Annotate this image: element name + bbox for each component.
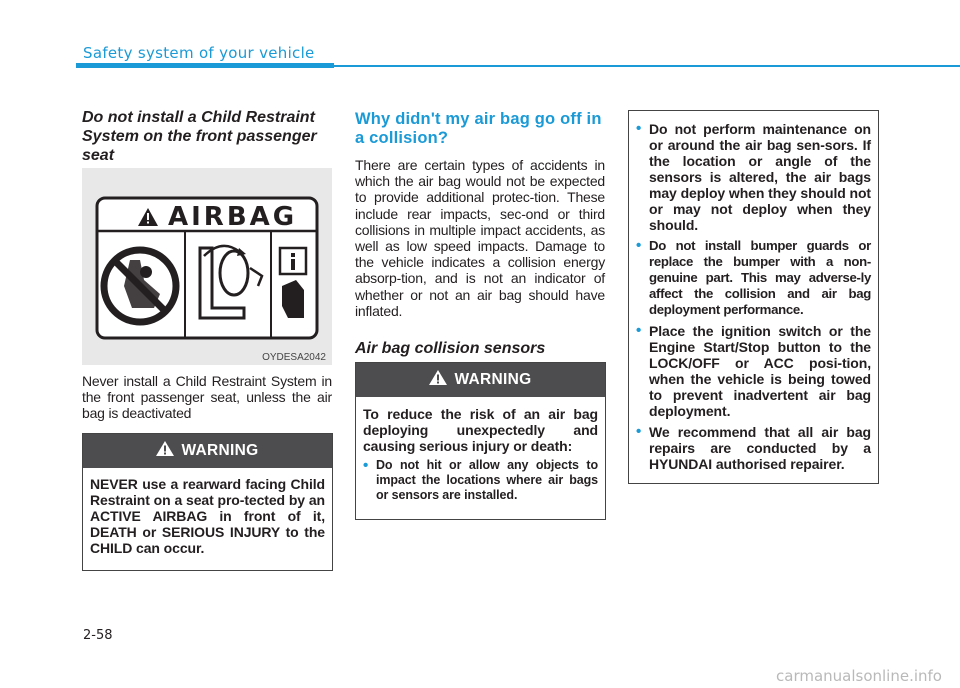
left-warning-box bbox=[82, 433, 333, 571]
airbag-label-figure bbox=[82, 168, 332, 365]
footer-watermark: carmanualsonline.info bbox=[776, 667, 942, 685]
header-accent-bar bbox=[76, 63, 334, 68]
warning-header bbox=[83, 434, 332, 468]
middle-paragraph: There are certain types of accidents in which the air bag would not be expected to provide additional protec-tion. These include rear impacts, sec-ond or third collisions in multiple impact accidents, as well as low speed impacts. Damage to the vehicle indicates a collision energy absorp-tion, and is not an indicator of whether or not an air bag should have inflated. bbox=[355, 157, 605, 319]
warning-bullet: • We recommend that all air bag repairs are conducted by a HYUNDAI authorised repairer. bbox=[636, 424, 871, 472]
warning-triangle-icon bbox=[429, 370, 447, 390]
warning-text: NEVER use a rearward facing Child Restraint on a seat pro-tected by an ACTIVE AIRBAG in front of it, DEATH or SERIOUS INJURY to the CHILD can occur. bbox=[90, 476, 325, 556]
airbag-warning-label-illustration bbox=[82, 168, 332, 365]
warning-bullet: • Do not install bumper guards or replace the bumper with a non-genuine part. This may adverse-ly affect the collision and air bag deployment performance. bbox=[636, 238, 871, 318]
warning-triangle-icon bbox=[156, 441, 174, 461]
middle-warning-box bbox=[355, 362, 606, 520]
warning-title: WARNING bbox=[454, 371, 532, 388]
page-number: 2-58 bbox=[83, 628, 113, 643]
warning-bullet: • Do not perform maintenance on or around the air bag sen-sors. If the location or angle of the sensors is altered, the air bags may deploy when they should not or may not deploy when they should. bbox=[636, 121, 871, 233]
left-paragraph: Never install a Child Restraint System in the front passenger seat, unless the air bag is deactivated bbox=[82, 373, 332, 422]
header-rule bbox=[334, 65, 960, 67]
airbag-label-text: AIRBAG bbox=[168, 202, 298, 232]
left-subheading: Do not install a Child Restraint System on the front passenger seat bbox=[82, 109, 317, 164]
right-warning-continuation-box bbox=[628, 110, 879, 484]
warning-header bbox=[356, 363, 605, 397]
warning-bullet: • Place the ignition switch or the Engine Start/Stop button to the LOCK/OFF or ACC posi-tion, when the vehicle is being towed to prevent inadvertent air bag deployment. bbox=[636, 323, 871, 419]
section-header-title: Safety system of your vehicle bbox=[83, 44, 315, 62]
middle-heading: Why didn't my air bag go off in a collision? bbox=[355, 110, 602, 147]
middle-subheading: Air bag collision sensors bbox=[355, 340, 546, 358]
warning-title: WARNING bbox=[181, 442, 259, 459]
figure-code: OYDESA2042 bbox=[262, 352, 326, 363]
warning-bullet: • Do not hit or allow any objects to impact the locations where air bags or sensors are installed. bbox=[363, 458, 598, 503]
warning-intro: To reduce the risk of an air bag deploying unexpectedly and causing serious injury or death: bbox=[363, 406, 598, 454]
